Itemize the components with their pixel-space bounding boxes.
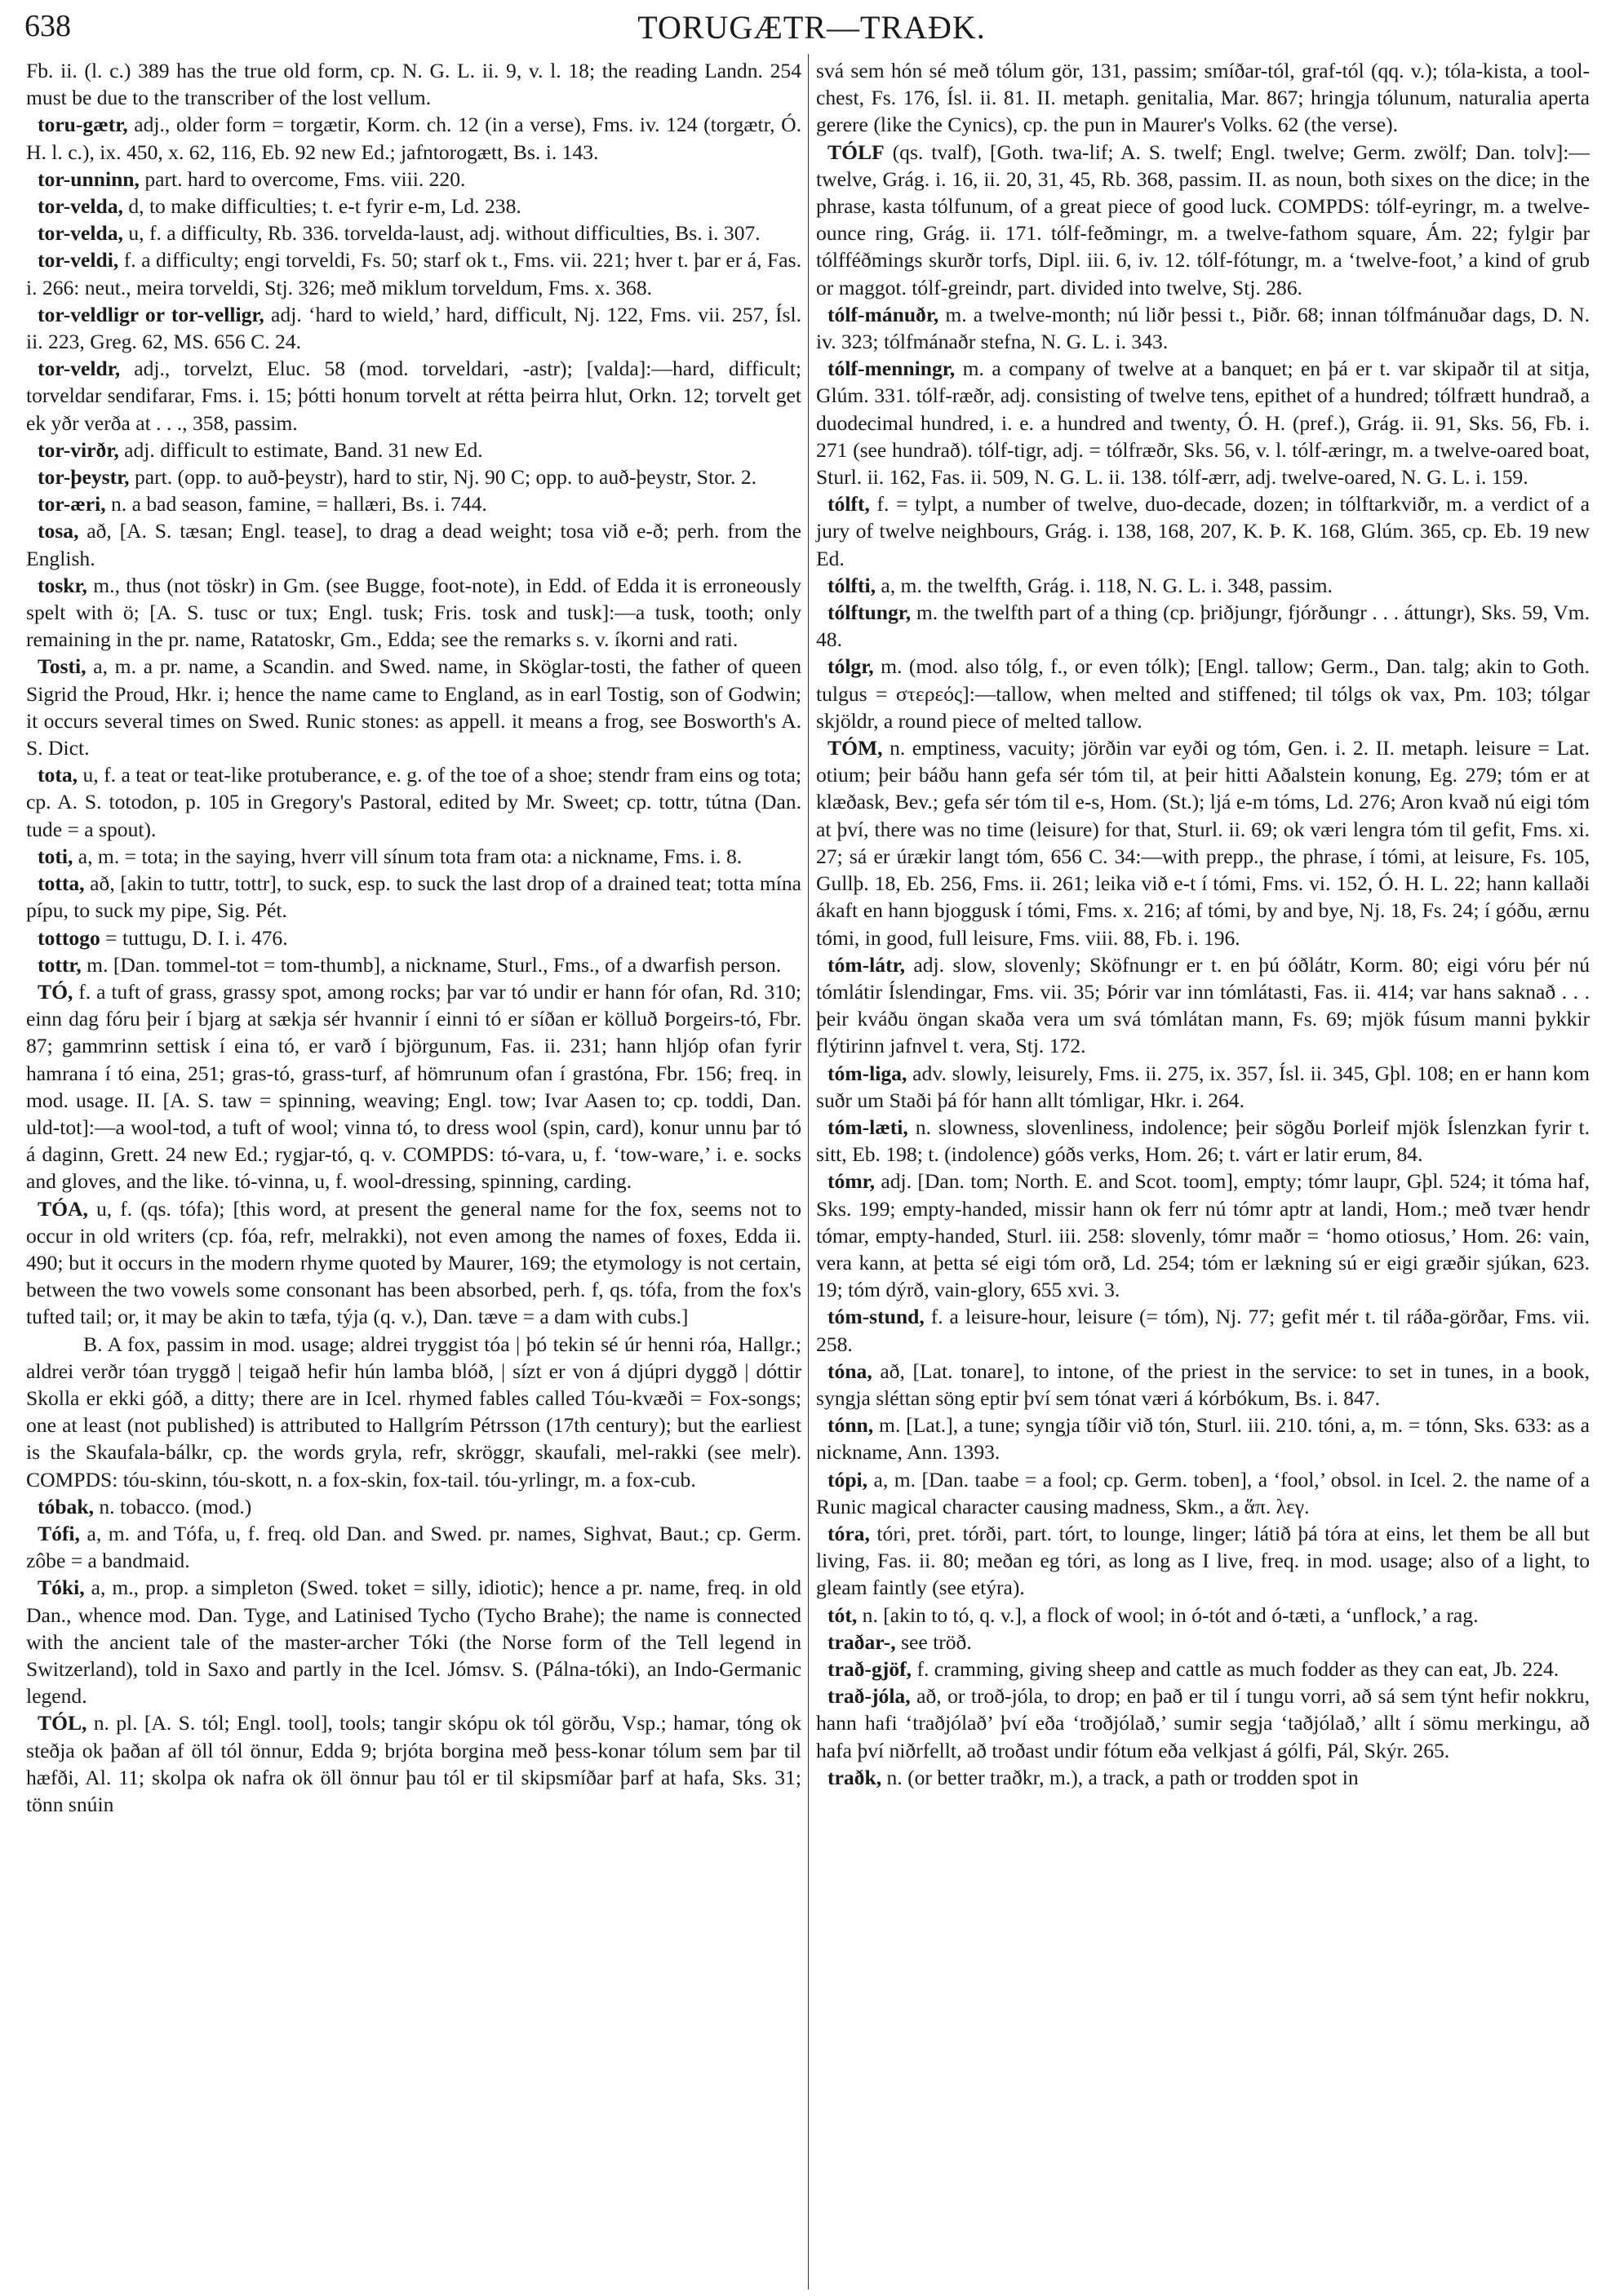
dictionary-entry — [816, 1303, 1590, 1357]
headword: tosa, — [38, 519, 79, 543]
dictionary-entry — [26, 246, 801, 300]
entry-text: Fb. ii. (l. c.) 389 has the true old form, cp. N. G. L. ii. 9, v. l. 18; the reading Landn. 254 must be due to the transcriber of the lost vellum. — [26, 59, 801, 110]
headword: toskr, — [38, 573, 87, 597]
headword: TÓL, — [38, 1711, 87, 1735]
entry-text: n. pl. [A. S. tól; Engl. tool], tools; tangir skópu ok tól görðu, Vsp.; hamar, tóng ok steðja ok þaðan af öll tól önnur, Edda 9; brjóta borgina með þess-konar tólum sem þar til hæfði, Al. 11; skolpa ok nafra ok öll önnur þau tól er til skipsmíðar þarf at hafa, Sks. 31; tönn snúin — [26, 1711, 801, 1816]
dictionary-entry — [816, 1358, 1590, 1412]
dictionary-entry — [26, 219, 801, 246]
page-title: TORUGÆTR—TRAÐK. — [637, 9, 986, 46]
dictionary-entry — [816, 1114, 1590, 1168]
page-header — [24, 8, 1599, 51]
entry-text: m. (mod. also tólg, f., or even tólk); [Engl. tallow; Germ., Dan. talg; akin to Goth. tulgus = στερεός]:—tallow, when melted and stiffened; til tólgs ok vax, Pm. 103; tólgar skjöldr, a round piece of melted tallow. — [816, 654, 1590, 733]
headword: tólfti, — [827, 573, 876, 597]
headword: tót, — [827, 1602, 858, 1627]
dictionary-entry — [816, 355, 1590, 490]
dictionary-entry — [26, 463, 801, 490]
headword: tóbak, — [38, 1494, 94, 1518]
entry-text: n. (or better traðkr, m.), a track, a path or trodden spot in — [881, 1765, 1359, 1789]
entry-text: að, or troð-jóla, to drop; en það er til í tungu vorri, að sá sem týnt hefir nokkru, hann hafi ‘traðjólað’ því eða ‘troðjólað,’ sumir segja ‘taðjólað,’ allt í sömu merkingu, að hafa því niðrfellt, að troðast undir fótum eða velkjast á gólfi, Pál, Skýr. 265. — [816, 1684, 1590, 1762]
dictionary-entry — [26, 301, 801, 355]
page-number: 638 — [24, 9, 71, 43]
dictionary-entry — [26, 1574, 801, 1709]
headword: tor-virðr, — [38, 437, 119, 462]
entry-text: m. [Dan. tommel-tot = tom-thumb], a nickname, Sturl., Fms., of a dwarfish person. — [81, 952, 782, 977]
entry-text: adj. slow, slovenly; Sköfnungr er t. en þú óðlátr, Korm. 80; eigi vóru þér nú tómlátir Íslendingar, Fms. vii. 35; Þórir var inn tómlátasti, Fas. ii. 414; var hans saknað . . . þeir kváðu öngan skaða vera um svá tómlátan mann, Fs. 69; mjök fúsum manni þykkir flýtirinn jafnvel t. vera, Stj. 172. — [816, 952, 1590, 1058]
entry-text: adj., torvelzt, Eluc. 58 (mod. torveldari, -astr); [valda]:—hard, difficult; torveldar sendifarar, Fms. i. 15; þótti honum torvelt at rétta þeirra hlut, Orkn. 12; torvelt get ek yðr verða at . . ., 358, passim. — [26, 357, 801, 435]
headword: TÓ, — [38, 979, 73, 1004]
entry-text: n. [akin to tó, q. v.], a flock of wool; in ó-tót and ó-tæti, a ‘unflock,’ a rag. — [857, 1602, 1479, 1627]
headword: tor-þeystr, — [38, 465, 130, 490]
headword: TÓLF — [827, 140, 885, 164]
dictionary-entry — [26, 193, 801, 219]
headword: tónn, — [827, 1413, 874, 1438]
dictionary-entry — [26, 1493, 801, 1520]
headword: totta, — [38, 871, 85, 896]
entry-text: adj., older form = torgætir, Korm. ch. 12 (in a verse), Fms. iv. 124 (torgætr, Ó. H. l. c.), ix. 450, x. 62, 116, Eb. 92 new Ed.; jafntorogætt, Bs. i. 143. — [26, 113, 801, 164]
entry-text: f. a difficulty; engi torveldi, Fs. 50; starf ok t., Fms. vii. 221; hver t. þar er á, Fas. i. 266: neut., meira torveldi, Stj. 326; með miklum torveldum, Fms. x. 368. — [26, 248, 801, 299]
dictionary-entry — [26, 57, 801, 111]
headword: trað-gjöf, — [827, 1656, 912, 1681]
dictionary-entry — [26, 653, 801, 761]
dictionary-entry — [26, 517, 801, 571]
dictionary-entry — [26, 843, 801, 870]
dictionary-entry — [816, 1656, 1590, 1682]
right-column — [816, 57, 1590, 1791]
dictionary-entry — [816, 1466, 1590, 1520]
entry-text: u, f. a difficulty, Rb. 336. torvelda-laust, adj. without difficulties, Bs. i. 307. — [122, 221, 761, 246]
headword: TÓM, — [827, 736, 883, 760]
headword: tómr, — [827, 1169, 876, 1194]
headword: TÓA, — [38, 1196, 88, 1221]
headword: tólf-mánuðr, — [827, 302, 939, 326]
headword: Tóki, — [38, 1576, 85, 1600]
headword: tor-velda, — [38, 221, 123, 246]
dictionary-entry — [26, 951, 801, 978]
headword: tota, — [38, 763, 78, 787]
dictionary-entry — [26, 572, 801, 654]
entry-text: a, m., prop. a simpleton (Swed. toket = silly, idiotic); hence a pr. name, freq. in old Dan., whence mod. Dan. Tyge, and Latinised Tycho (Tycho Brahe); the name is connected with the ancient tale of the master-archer Tóki (the Norse form of the Tell legend in Switzerland), told in Saxo and partly in the Icel. Jómsv. S. (Pálna-tóki), an Indo-Germanic legend. — [26, 1576, 801, 1709]
dictionary-entry — [816, 1520, 1590, 1602]
headword: Tosti, — [38, 654, 87, 679]
headword: tóm-liga, — [827, 1061, 907, 1085]
entry-text: d, to make difficulties; t. e-t fyrir e-m, Ld. 238. — [122, 194, 521, 219]
entry-text: f. cramming, giving sheep and cattle as much fodder as they can eat, Jb. 224. — [912, 1656, 1560, 1681]
entry-text: að, [Lat. tonare], to intone, of the priest in the service: to set in tunes, in a book, syngja sléttan söng eptir því sem tónat væri á kórbókum, Bs. i. 847. — [816, 1359, 1590, 1410]
dictionary-entry — [26, 1520, 801, 1574]
entry-text: adj. [Dan. tom; North. E. and Scot. toom], empty; tómr laupr, Gþl. 524; it tóma haf, Sks. 199; empty-handed, missir hann ok ferr nú tómr aptr at landi, Hom.; með tvær hendr tómar, empty-handed, Sturl. iii. 258: slovenly, tómr maðr = ‘homo otiosus,’ Hom. 26: vain, vera kann, at þetta sé eigi tóm orð, Ld. 254; tóm er lækning sú er eigi græðir sjúkan, 623. 19; tóm dýrð, vain-glory, 655 xvi. 3. — [816, 1169, 1590, 1302]
dictionary-entry — [26, 111, 801, 165]
column-divider — [808, 54, 809, 2289]
dictionary-entry — [816, 599, 1590, 653]
headword: tólftungr, — [827, 601, 912, 625]
entry-text: see tröð. — [895, 1629, 972, 1654]
dictionary-entry — [26, 355, 801, 437]
dictionary-entry — [816, 57, 1590, 139]
headword: tottr, — [38, 952, 82, 977]
entry-text: að, [A. S. tæsan; Engl. tease], to drag a dead weight; tosa við e-ð; perh. from the English. — [26, 519, 801, 570]
dictionary-entry — [816, 1412, 1590, 1465]
headword: tor-veldi, — [38, 248, 119, 273]
headword: traðk, — [827, 1765, 882, 1789]
dictionary-entry — [816, 572, 1590, 599]
entry-text: að, [akin to tuttr, tottr], to suck, esp. to suck the last drop of a drained teat; totta mína pípu, to suck my pipe, Sig. Pét. — [26, 871, 801, 923]
dictionary-entry — [26, 924, 801, 951]
entry-text: m., thus (not töskr) in Gm. (see Bugge, foot-note), in Edd. of Edda it is erroneously spelt with ö; [A. S. tusc or tux; Engl. tusk; Fris. tosk and tusk]:—a tusk, tooth; only remaining in the pr. name, Ratatoskr, Gm., Edda; see the remarks s. v. íkorni and rati. — [26, 573, 801, 652]
dictionary-entry — [26, 761, 801, 843]
dictionary-entry — [816, 1168, 1590, 1303]
dictionary-entry — [816, 653, 1590, 734]
entry-text: m. a company of twelve at a banquet; en þá er t. var skipaðr til at sitja, Glúm. 331. tólf-ræðr, adj. consisting of twelve tens, epithet of a hundred; tólfrætt hundrað, a duodecimal hundred, i. e. a hundred and twenty, Ó. H. (pref.), Grág. ii. 91, Sks. 56, Fb. i. 271 (see hundrað). tólf-tigr, adj. = tólfræðr, Sks. 56, v. l. tólf-æringr, m. a twelve-oared boat, Sturl. ii. 162, Fas. ii. 509, N. G. L. ii. 138. tólf-ærr, adj. twelve-oared, N. G. L. i. 159. — [816, 357, 1590, 490]
dictionary-entry — [816, 1060, 1590, 1114]
entry-text: B. A fox, passim in mod. usage; aldrei tryggist tóa | þó tekin sé úr henni róa, Hallgr.; aldrei verðr tóan tryggð | teigað hefir hún lamba blóð, | sízt er von á djúpri dyggð | dóttir Skolla er ekki góð, a ditty; there are in Icel. rhymed fables called Tóu-kvæði = Fox-songs; one at least (not published) is attributed to Hallgrím Pétrsson (17th century); but the earliest is the Skaufala-bálkr, cp. the words gryla, refr, skröggr, skaufali, mel-rakki (see melr). COMPDS: tóu-skinn, tóu-skott, n. a fox-skin, fox-tail. tóu-yrlingr, m. a fox-cub. — [26, 1332, 801, 1492]
dictionary-entry — [816, 139, 1590, 301]
entry-text: a, m. the twelfth, Grág. i. 118, N. G. L. i. 348, passim. — [876, 573, 1333, 597]
headword: tólf-menningr, — [827, 357, 956, 381]
entry-text: n. slowness, slovenliness, indolence; þeir sögðu Þorleif mjök Íslenzkan fyrir t. sitt, Eb. 198; t. (indolence) góðs verks, Hom. 26; t. várt er latir erum, 84. — [816, 1115, 1590, 1167]
entry-text: adj. difficult to estimate, Band. 31 new Ed. — [118, 437, 483, 462]
dictionary-entry — [26, 1331, 801, 1493]
headword: tóra, — [827, 1521, 870, 1545]
headword: traðar-, — [827, 1629, 896, 1654]
headword: Tófi, — [38, 1521, 80, 1545]
headword: tor-unninn, — [38, 166, 140, 191]
headword: toti, — [38, 844, 73, 868]
headword: tóm-stund, — [827, 1305, 925, 1329]
entry-text: f. a leisure-hour, leisure (= tóm), Nj. 77; gefit mér t. til ráða-görðar, Fms. vii. 258. — [816, 1305, 1590, 1356]
headword: tóm-læti, — [827, 1115, 908, 1139]
headword: tóm-látr, — [827, 952, 906, 977]
dictionary-entry — [816, 1764, 1590, 1791]
entry-text: a, m. and Tófa, u, f. freq. old Dan. and Swed. pr. names, Sighvat, Baut.; cp. Germ. zôbe = a bandmaid. — [26, 1521, 801, 1573]
headword: tólgr, — [827, 654, 874, 679]
entry-text: u, f. a teat or teat-like protuberance, e. g. of the toe of a shoe; stendr fram eins og tota; cp. A. S. totodon, p. 105 in Gregory's Pastoral, edited by Mr. Sweet; cp. tottr, tútna (Dan. tude = a spout). — [26, 763, 801, 841]
entry-text: tóri, pret. tórði, part. tórt, to lounge, linger; látið þá tóra at eins, let them be all but living, Fas. ii. 80; meðan eg tóri, as long as I live, freq. in mod. usage; also of a light, to gleam faintly (see etýra). — [816, 1521, 1590, 1600]
entry-text: a, m. = tota; in the saying, hverr vill sínum tota fram ota: a nickname, Fms. i. 8. — [73, 844, 743, 868]
headword: tor-veldr, — [38, 357, 121, 381]
headword: tóna, — [827, 1359, 872, 1383]
dictionary-entry — [26, 978, 801, 1195]
dictionary-entry — [816, 1682, 1590, 1764]
dictionary-entry — [26, 437, 801, 463]
dictionary-entry — [26, 1709, 801, 1818]
entry-text: f. = tylpt, a number of twelve, duo-decade, dozen; in tólftarkviðr, m. a verdict of a jury of twelve neighbours, Grág. i. 138, 168, 207, K. Þ. K. 168, Glúm. 365, cp. Eb. 19 new Ed. — [816, 492, 1590, 570]
entry-text: = tuttugu, D. I. i. 476. — [100, 925, 288, 950]
left-column — [26, 57, 801, 1818]
dictionary-entry — [26, 1195, 801, 1331]
headword: toru-gætr, — [38, 113, 128, 137]
entry-text: n. a bad season, famine, = hallæri, Bs. i. 744. — [105, 492, 487, 516]
entry-text: f. a tuft of grass, grassy spot, among rocks; þar var tó undir er hann fór ofan, Rd. 310; einn dag fóru þeir í bjarg at sækja sér hvannir í einni tó er síðan er kölluð Þorgeirs-tó, Fbr. 87; gammrinn settisk í eina tó, er varð í björgunum, Fas. ii. 231; hann hljóp ofan fyrir hamrana í tó eina, 251; gras-tó, grass-turf, af hömrunum ofan í grastóna, Fbr. 156; freq. in mod. usage. II. [A. S. taw = spinning, weaving; Engl. tow; Ivar Aasen to; cp. toddi, Dan. uld-tot]:—a wool-tod, a tuft of wool; vinna tó, to dress wool (spin, card), konur unnu þar tó á daginn, Grett. 24 new Ed.; rygjar-tó, q. v. COMPDS: tó-vara, u, f. ‘tow-ware,’ i. e. socks and gloves, and the like. tó-vinna, u, f. wool-dressing, spinning, carding. — [26, 979, 801, 1194]
entry-text: (qs. tvalf), [Goth. twa-lif; A. S. twelf; Engl. twelve; Germ. zwölf; Dan. tolv]:—twelve, Grág. i. 16, ii. 20, 31, 45, Rb. 368, passim. II. as noun, both sixes on the dice; in the phrase, kasta tólfunum, of a great piece of good luck. COMPDS: tólf-eyringr, m. a twelve-ounce ring, Grág. ii. 171. tólf-feðmingr, m. a twelve-fathom square, Ám. 22; fylgir þar tólfféðmings skurðr torfs, Dipl. iii. 6, iv. 12. tólf-fótungr, m. a ‘twelve-foot,’ a kind of grub or maggot. tólf-greindr, part. divided into twelve, Stj. 286. — [816, 140, 1590, 299]
headword: tor-velda, — [38, 194, 123, 219]
entry-text: m. a twelve-month; nú liðr þessi t., Þiðr. 68; innan tólfmánuðar dags, D. N. iv. 323; tólfmánaðr stefna, N. G. L. i. 343. — [816, 302, 1590, 354]
entry-text: m. [Lat.], a tune; syngja tíðir við tón, Sturl. iii. 210. tóni, a, m. = tónn, Sks. 633: as a nickname, Ann. 1393. — [816, 1413, 1590, 1465]
entry-text: u, f. (qs. tófa); [this word, at present the general name for the fox, seems not to occur in old writers (cp. fóa, refr, melrakki), not even among the names of foxes, Edda ii. 490; but it occurs in the modern rhyme quoted by Maurer, 169; the etymology is not certain, between the two vowels some consonant has been absorbed, perh. f, qs. tófa, from the fox's tufted tail; or, it may be akin to tæfa, týja (q. v.), Dan. tæve = a dam with cubs.] — [26, 1196, 801, 1329]
dictionary-entry — [26, 870, 801, 924]
entry-text: part. hard to overcome, Fms. viii. 220. — [139, 166, 466, 191]
entry-text: m. the twelfth part of a thing (cp. þriðjungr, fjórðungr . . . áttungr), Sks. 59, Vm. 48. — [816, 601, 1590, 652]
entry-text: adj. ‘hard to wield,’ hard, difficult, Nj. 122, Fms. vii. 257, Ísl. ii. 223, Greg. 62, MS. 656 C. 24. — [26, 302, 801, 354]
dictionary-entry — [816, 1602, 1590, 1629]
entry-text: a, m. a pr. name, a Scandin. and Swed. name, in Sköglar-tosti, the father of queen Sigrid the Proud, Hkr. i; hence the name came to England, as in earl Tostig, son of Godwin; it occurs several times on Swed. Runic stones: as appell. it means a frog, see Bosworth's A. S. Dict. — [26, 654, 801, 760]
headword: tólft, — [827, 492, 870, 516]
headword: tor-æri, — [38, 492, 106, 516]
headword: tottogo — [38, 925, 100, 950]
headword: tópi, — [827, 1467, 868, 1492]
entry-text: n. emptiness, vacuity; jörðin var eyði og tóm, Gen. i. 2. II. metaph. leisure = Lat. otium; þeir báðu hann gefa sér tóm til, at þeir hitti Aðalstein konung, Eg. 279; tóm er at klæðask, Bev.; gefa sér tóm til e-s, Hom. (St.); ljá e-m tóms, Ld. 276; Aron kvað nú eigi tóm at því, there was no time (leisure) for that, Sturl. ii. 69; ok væri lengra tóm til gefit, Fms. xi. 27; sá er úrækir langt tóm, 656 C. 34:—with prepp., the phrase, í tómi, at leisure, Fs. 105, Gullþ. 18, Eb. 256, Fms. ii. 261; leika við e-t í tómi, Fms. vi. 152, Ó. H. L. 22; hann kallaði ákaft en hann bjoggusk í tómi, Fms. x. 216; af tómi, by and bye, Nj. 18, Fs. 24; í góðu, ærnu tómi, in good, full leisure, Fms. viii. 88, Fb. i. 196. — [816, 736, 1590, 950]
dictionary-entry — [816, 734, 1590, 951]
entry-text: part. (opp. to auð-þeystr), hard to stir, Nj. 90 C; opp. to auð-þeystr, Stor. 2. — [129, 465, 757, 490]
dictionary-entry — [26, 490, 801, 517]
dictionary-entry — [816, 1629, 1590, 1656]
dictionary-entry — [816, 951, 1590, 1060]
headword: trað-jóla, — [827, 1684, 911, 1709]
headword: tor-veldligr or tor-velligr, — [38, 302, 264, 326]
dictionary-entry — [816, 490, 1590, 572]
dictionary-entry — [816, 301, 1590, 355]
entry-text: adv. slowly, leisurely, Fms. ii. 275, ix. 357, Ísl. ii. 345, Gþl. 108; en er hann kom suðr um Staði þá fór hann allt tómligar, Hkr. i. 264. — [816, 1061, 1590, 1112]
entry-text: a, m. [Dan. taabe = a fool; cp. Germ. toben], a ‘fool,’ obsol. in Icel. 2. the name of a Runic magical character causing madness, Skm., a ἅπ. λεγ. — [816, 1467, 1590, 1518]
dictionary-entry — [26, 166, 801, 193]
entry-text: n. tobacco. (mod.) — [93, 1494, 252, 1518]
entry-text: svá sem hón sé með tólum gör, 131, passim; smíðar-tól, graf-tól (qq. v.); tóla-kista, a tool-chest, Fs. 176, Ísl. ii. 81. II. metaph. genitalia, Mar. 867; hringja tólunum, naturalia aperta gerere (like the Cynics), cp. the pun in Maurer's Volks. 62 (the verse). — [816, 59, 1590, 137]
